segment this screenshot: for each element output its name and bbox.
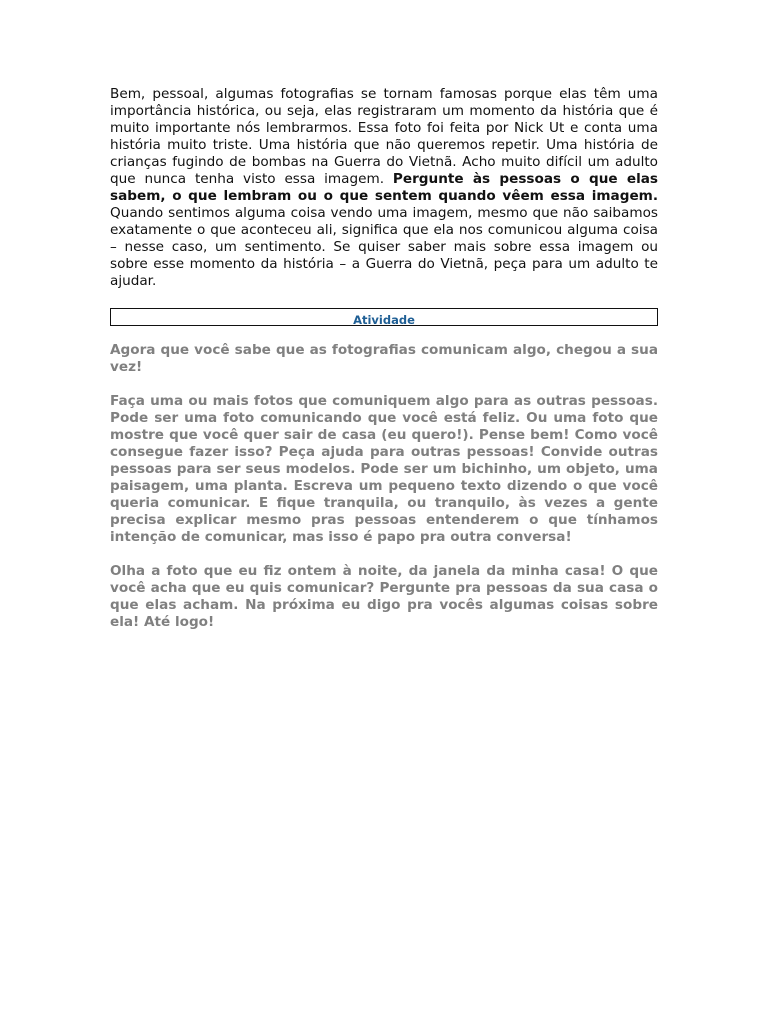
- intro-text-after: Quando sentimos alguma coisa vendo uma imagem, mesmo que não saibamos exatamente o que aconteceu ali, significa que ela nos comunicou alguma coisa – nesse caso, um sentimento. Se quiser saber mais sobre essa imagem ou sobre esse momento da história – a Guerra do Vietnã, peça para um adulto te ajudar.: [110, 205, 658, 289]
- activity-paragraph-3: Olha a foto que eu fiz ontem à noite, da janela da minha casa! O que você acha que eu quis comunicar? Pergunte pra pessoas da sua casa o que elas acham. Na próxima eu digo pra vocês algumas coisas sobre ela! Até logo!: [110, 563, 658, 630]
- intro-bold-question: Pergunte às pessoas o que elas sabem, o que lembram ou o que sentem quando vêem essa imagem.: [110, 171, 659, 204]
- intro-text-before: Bem, pessoal, algumas fotografias se tornam famosas porque elas têm uma importância histórica, ou seja, elas registraram um momento da história que é muito importante nós lembrarmos. Essa foto foi feita por Nick Ut e conta uma história muito triste. Uma história que não queremos repetir. Uma história de crianças fugindo de bombas na Guerra do Vietnã. Acho muito difícil um adulto que nunca tenha visto essa imagem.: [110, 86, 658, 187]
- activity-paragraph-1: Agora que você sabe que as fotografias comunicam algo, chegou a sua vez!: [110, 342, 658, 375]
- intro-paragraph: [110, 86, 658, 290]
- activity-heading: Atividade: [353, 313, 415, 327]
- activity-heading-box: [110, 308, 658, 326]
- document-page: [110, 86, 658, 631]
- activity-paragraph-2: Faça uma ou mais fotos que comuniquem algo para as outras pessoas. Pode ser uma foto comunicando que você está feliz. Ou uma foto que mostre que você quer sair de casa (eu quero!). Pense bem! Como você consegue fazer isso? Peça ajuda para outras pessoas! Convide outras pessoas para ser seus modelos. Pode ser um bichinho, um objeto, uma paisagem, uma planta. Escreva um pequeno texto dizendo o que você queria comunicar. E fique tranquila, ou tranquilo, às vezes a gente precisa explicar mesmo pras pessoas entenderem o que tínhamos intenção de comunicar, mas isso é papo pra outra conversa!: [110, 393, 658, 545]
